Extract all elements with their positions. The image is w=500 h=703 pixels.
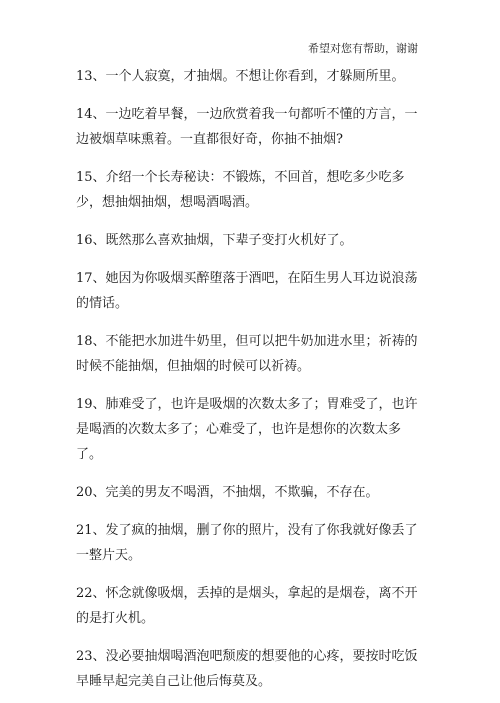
item-text: 、没必要抽烟喝酒泡吧颓废的想要他的心疼，要按时吃饭早睡早起完美自己让他后悔莫及。 [76, 649, 418, 689]
item-text: 、怀念就像吸烟，丢掉的是烟头，拿起的是烟卷，离不开的是打火机。 [76, 586, 418, 626]
item-number: 19 [76, 397, 93, 412]
item-text: 、完美的男友不喝酒，不抽烟，不欺骗，不存在。 [92, 485, 379, 500]
list-item [76, 480, 426, 505]
item-number: 22 [76, 586, 93, 601]
item-number: 21 [76, 523, 93, 538]
item-number: 14 [76, 107, 93, 122]
item-text: 、既然那么喜欢抽烟，下辈子变打火机好了。 [92, 233, 353, 248]
item-text: 、不能把水加进牛奶里，但可以把牛奶加进水里；祈祷的时候不能抽烟，但抽烟的时候可以祈祷。 [76, 334, 418, 374]
item-text: 、一个人寂寞，才抽烟。不想让你看到，才躲厕所里。 [92, 69, 405, 84]
item-number: 16 [76, 233, 93, 248]
list-item [76, 392, 426, 467]
list-item [76, 644, 426, 694]
list-item [76, 102, 426, 152]
header-note: 希望对您有帮助，谢谢 [308, 42, 418, 55]
list-item [76, 266, 426, 316]
item-number: 23 [76, 649, 93, 664]
quote-list [76, 64, 426, 703]
list-item [76, 165, 426, 215]
item-number: 18 [76, 334, 93, 349]
item-number: 13 [76, 69, 93, 84]
list-item [76, 581, 426, 631]
item-text: 、肺难受了，也许是吸烟的次数太多了；胃难受了，也许是喝酒的次数太多了；心难受了，也许是想你的次数太多了。 [76, 397, 418, 462]
item-number: 15 [76, 170, 93, 185]
item-number: 17 [76, 271, 93, 286]
list-item [76, 64, 426, 89]
item-text: 、她因为你吸烟买醉堕落于酒吧，在陌生男人耳边说浪荡的情话。 [76, 271, 418, 311]
item-number: 20 [76, 485, 93, 500]
item-text: 、介绍一个长寿秘诀：不锻炼，不回首，想吃多少吃多少，想抽烟抽烟，想喝酒喝酒。 [76, 170, 405, 210]
list-item [76, 228, 426, 253]
item-text: 、发了疯的抽烟，删了你的照片，没有了你我就好像丢了一整片天。 [76, 523, 418, 563]
list-item [76, 518, 426, 568]
item-text: 、一边吃着早餐，一边欣赏着我一句都听不懂的方言，一边被烟草味熏着。一直都很好奇，你抽不抽烟? [76, 107, 418, 147]
list-item [76, 329, 426, 379]
